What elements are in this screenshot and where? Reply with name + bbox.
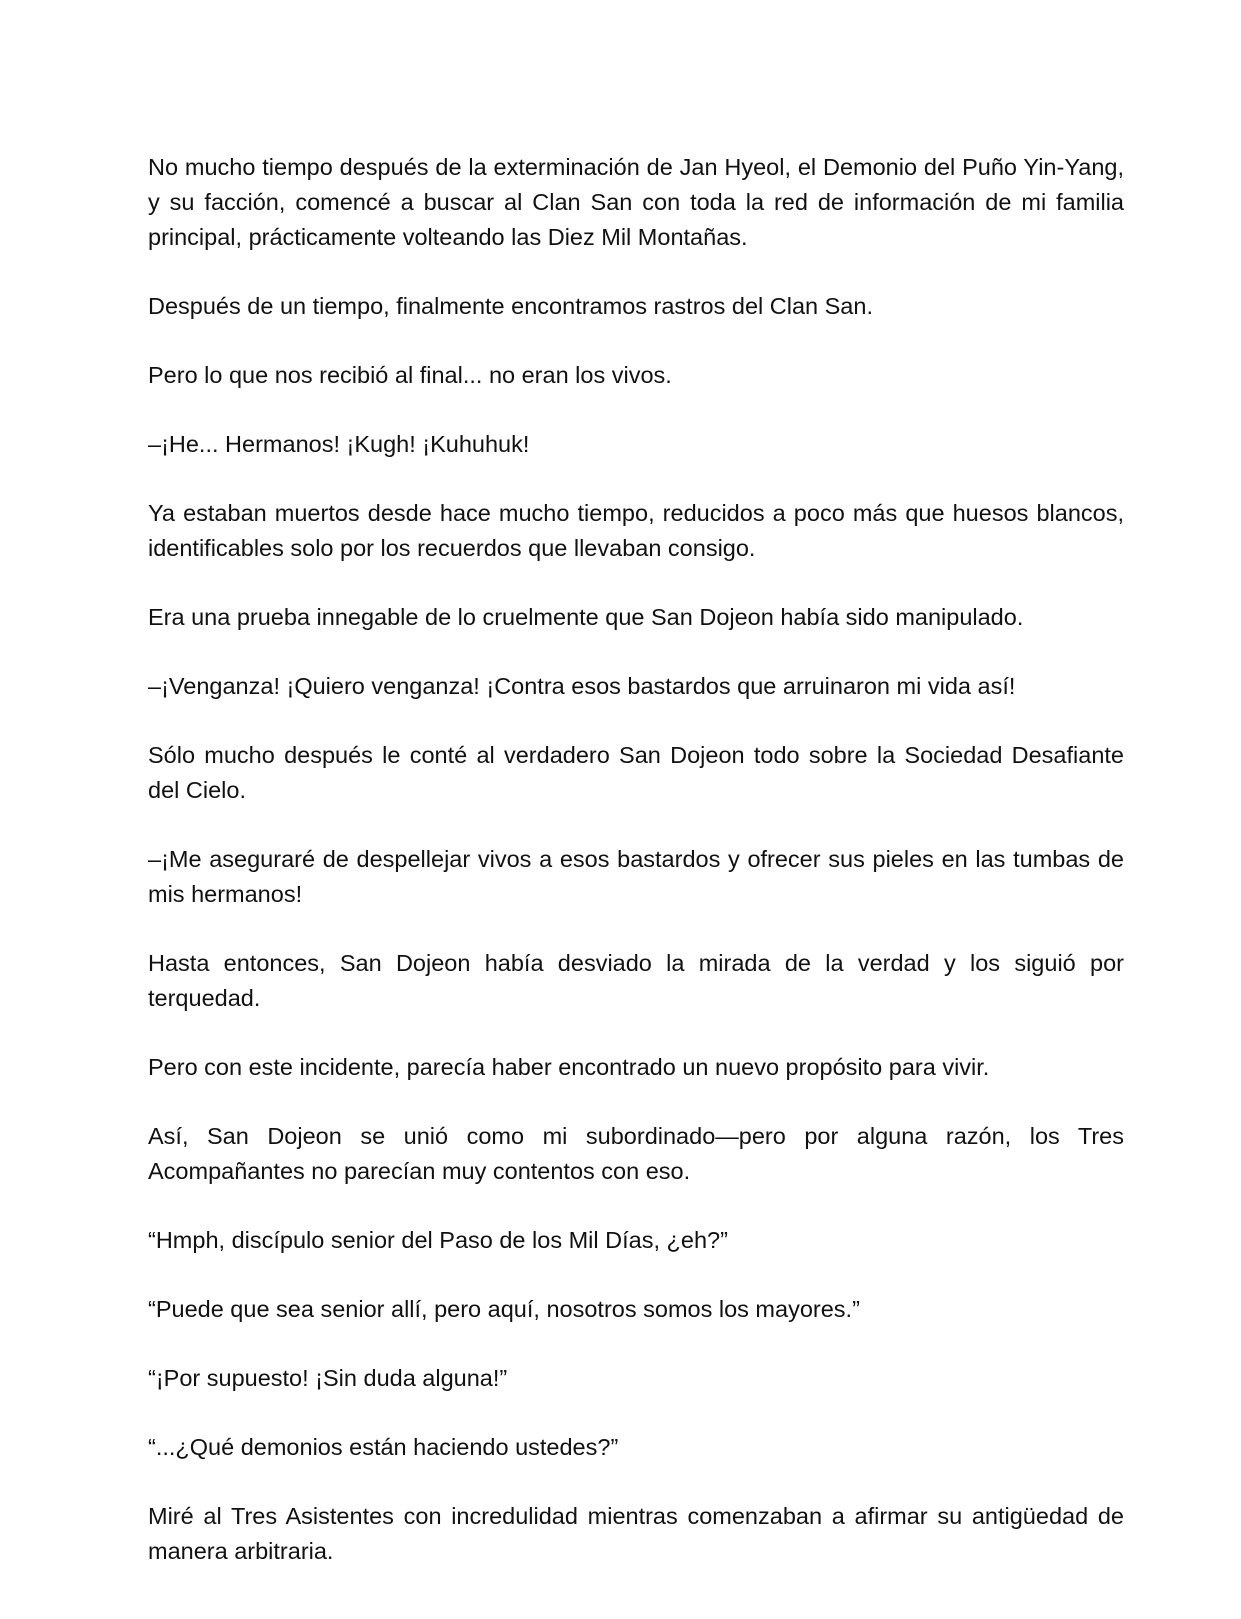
- document-page: [148, 150, 1124, 1603]
- paragraph-4: –¡He... Hermanos! ¡Kugh! ¡Kuhuhuk!: [148, 431, 530, 457]
- paragraph-3: Pero lo que nos recibió al final... no eran los vivos.: [148, 362, 672, 388]
- paragraph-16: “...¿Qué demonios están haciendo ustedes?”: [148, 1434, 619, 1460]
- paragraph-10: Hasta entonces, San Dojeon había desviado la mirada de la verdad y los siguió por terquedad.: [148, 950, 1124, 1011]
- paragraph-13: “Hmph, discípulo senior del Paso de los Mil Días, ¿eh?”: [148, 1227, 728, 1253]
- paragraph-8: Sólo mucho después le conté al verdadero San Dojeon todo sobre la Sociedad Desafiante del Cielo.: [148, 742, 1124, 803]
- paragraph-14: “Puede que sea senior allí, pero aquí, nosotros somos los mayores.”: [148, 1296, 860, 1322]
- paragraph-15: “¡Por supuesto! ¡Sin duda alguna!”: [148, 1365, 508, 1391]
- paragraph-5: Ya estaban muertos desde hace mucho tiempo, reducidos a poco más que huesos blancos, identificables solo por los recuerdos que llevaban consigo.: [148, 500, 1124, 561]
- paragraph-6: Era una prueba innegable de lo cruelmente que San Dojeon había sido manipulado.: [148, 604, 1024, 630]
- paragraph-12: Así, San Dojeon se unió como mi subordinado—pero por alguna razón, los Tres Acompañantes no parecían muy contentos con eso.: [148, 1123, 1124, 1184]
- paragraph-1: No mucho tiempo después de la exterminación de Jan Hyeol, el Demonio del Puño Yin-Yang, y su facción, comencé a buscar al Clan San con toda la red de información de mi familia principal, prácticamente volteando las Diez Mil Montañas.: [148, 154, 1124, 250]
- paragraph-9: –¡Me aseguraré de despellejar vivos a esos bastardos y ofrecer sus pieles en las tumbas de mis hermanos!: [148, 846, 1124, 907]
- paragraph-17: Miré al Tres Asistentes con incredulidad mientras comenzaban a afirmar su antigüedad de manera arbitraria.: [148, 1503, 1124, 1564]
- paragraph-7: –¡Venganza! ¡Quiero venganza! ¡Contra esos bastardos que arruinaron mi vida así!: [148, 673, 1016, 699]
- paragraph-2: Después de un tiempo, finalmente encontramos rastros del Clan San.: [148, 293, 873, 319]
- paragraph-11: Pero con este incidente, parecía haber encontrado un nuevo propósito para vivir.: [148, 1054, 990, 1080]
